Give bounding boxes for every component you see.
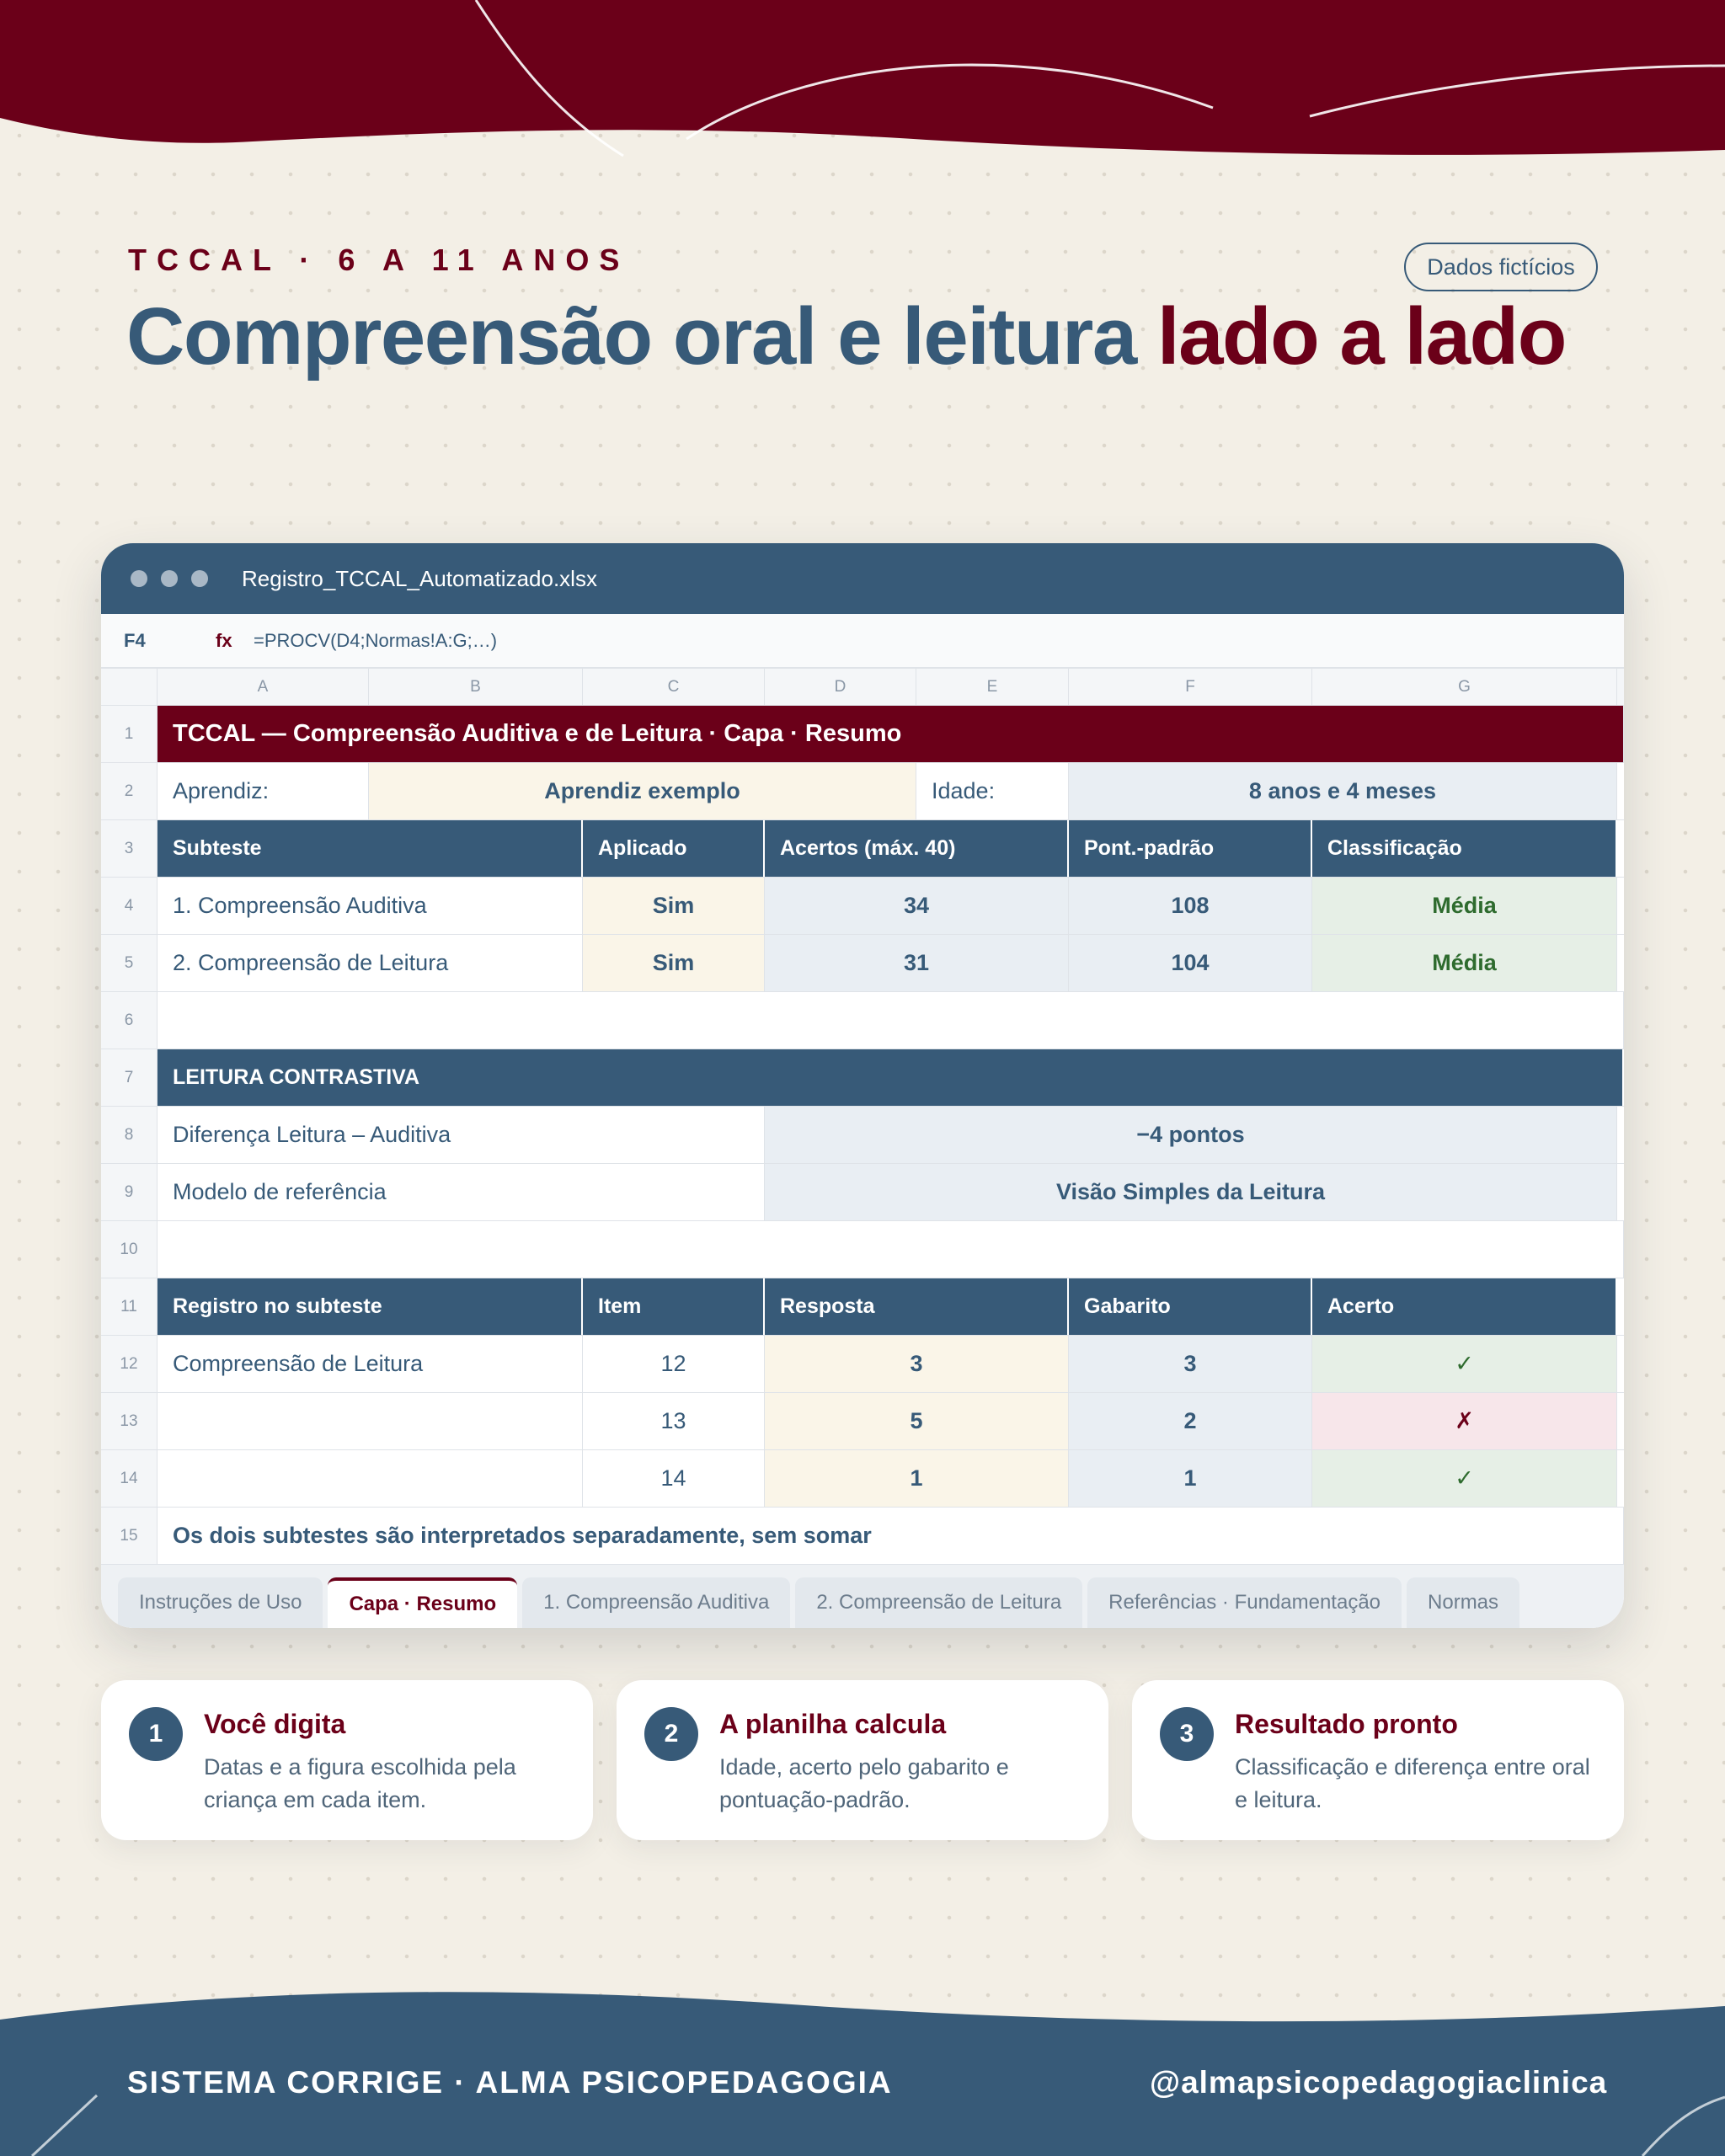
row-number[interactable]: 7 [101, 1049, 158, 1106]
tab-normas[interactable]: Normas [1407, 1577, 1519, 1628]
step-title: A planilha calcula [719, 1709, 947, 1739]
sheet-row-1 [101, 706, 1624, 763]
column-header-b[interactable]: B [369, 669, 583, 705]
row-number[interactable]: 5 [101, 935, 158, 991]
hit-cell[interactable]: ✓ [1312, 1450, 1617, 1507]
header-cell-key[interactable]: Gabarito [1069, 1278, 1312, 1335]
answer-cell[interactable]: 5 [765, 1393, 1069, 1449]
hit-cell[interactable]: ✓ [1312, 1336, 1617, 1392]
column-header-e[interactable]: E [916, 669, 1069, 705]
standard-score-cell[interactable]: 104 [1069, 935, 1312, 991]
standard-score-cell[interactable]: 108 [1069, 878, 1312, 934]
tab-instrucoes[interactable]: Instruções de Uso [118, 1577, 323, 1628]
window-filename: Registro_TCCAL_Automatizado.xlsx [242, 565, 597, 591]
top-wave-decoration [0, 0, 1725, 168]
header-cell-standard[interactable]: Pont.-padrão [1069, 820, 1312, 877]
column-header-c[interactable]: C [583, 669, 765, 705]
step-cards [101, 1680, 1624, 1840]
subtest-cell[interactable]: 1. Compreensão Auditiva [158, 878, 583, 934]
key-cell[interactable]: 3 [1069, 1336, 1312, 1392]
sheet-row-2 [101, 763, 1624, 820]
sheet-row-11 [101, 1278, 1624, 1336]
applied-cell[interactable]: Sim [583, 878, 765, 934]
row-number[interactable]: 12 [101, 1336, 158, 1392]
formula-bar[interactable] [101, 614, 1624, 669]
cell-reference[interactable]: F4 [124, 629, 146, 651]
kicker-text: TCCAL · 6 A 11 ANOS [128, 243, 630, 277]
sheet-row-8 [101, 1107, 1624, 1164]
row-number[interactable]: 9 [101, 1164, 158, 1220]
sheet-row-12 [101, 1336, 1624, 1393]
tab-capa-resumo[interactable]: Capa · Resumo [328, 1577, 517, 1628]
classification-cell[interactable]: Média [1312, 935, 1617, 991]
row-number[interactable]: 13 [101, 1393, 158, 1449]
column-header-f[interactable]: F [1069, 669, 1312, 705]
row-number[interactable]: 14 [101, 1450, 158, 1507]
step-text: Classificação e diferença entre oral e leitura. [1235, 1754, 1590, 1812]
header-cell-correct[interactable]: Acertos (máx. 40) [765, 820, 1069, 877]
record-subtest-cell[interactable]: Compreensão de Leitura [158, 1336, 583, 1392]
applied-cell[interactable]: Sim [583, 935, 765, 991]
row-number[interactable]: 10 [101, 1221, 158, 1278]
step-card-1 [101, 1680, 593, 1840]
model-value-cell[interactable]: Visão Simples da Leitura [765, 1164, 1617, 1220]
footer-brand: SISTEMA CORRIGE · ALMA PSICOPEDAGOGIA [127, 2065, 893, 2100]
row-number[interactable]: 11 [101, 1278, 158, 1335]
tab-compreensao-leitura[interactable]: 2. Compreensão de Leitura [795, 1577, 1082, 1628]
header-cell-answer[interactable]: Resposta [765, 1278, 1069, 1335]
empty-cell[interactable] [158, 992, 1624, 1049]
record-subtest-cell[interactable] [158, 1393, 583, 1449]
fx-icon: fx [216, 629, 232, 651]
step-number-badge: 2 [644, 1707, 698, 1761]
corner-cell[interactable] [101, 669, 158, 705]
column-header-g[interactable]: G [1312, 669, 1617, 705]
title-main: Compreensão oral e leitura [126, 291, 1157, 382]
miss-cell[interactable]: ✗ [1312, 1393, 1617, 1449]
fictitious-data-badge: Dados fictícios [1404, 243, 1598, 291]
sheet-tabs [101, 1565, 1624, 1628]
sheet-row-10 [101, 1221, 1624, 1278]
formula-input[interactable]: =PROCV(D4;Normas!A:G;…) [254, 629, 498, 651]
sheet-grid [101, 669, 1624, 1565]
row-number[interactable]: 1 [101, 706, 158, 762]
sheet-row-9 [101, 1164, 1624, 1221]
learner-label-cell[interactable]: Aprendiz: [158, 763, 369, 819]
row-number[interactable]: 8 [101, 1107, 158, 1163]
row-number[interactable]: 4 [101, 878, 158, 934]
note-cell[interactable]: Os dois subtestes são interpretados separadamente, sem somar [158, 1508, 1624, 1564]
header-cell-record[interactable]: Registro no subteste [158, 1278, 583, 1335]
header-cell-classification[interactable]: Classificação [1312, 820, 1617, 877]
classification-cell[interactable]: Média [1312, 878, 1617, 934]
window-titlebar [101, 543, 1624, 614]
sheet-row-13 [101, 1393, 1624, 1450]
model-label-cell[interactable]: Modelo de referência [158, 1164, 765, 1220]
tab-referencias[interactable]: Referências · Fundamentação [1087, 1577, 1402, 1628]
row-number[interactable]: 3 [101, 820, 158, 877]
answer-cell[interactable]: 1 [765, 1450, 1069, 1507]
step-number-badge: 3 [1160, 1707, 1214, 1761]
step-text: Idade, acerto pelo gabarito e pontuação-padrão. [719, 1754, 1009, 1812]
step-title: Resultado pronto [1235, 1709, 1458, 1739]
correct-cell[interactable]: 34 [765, 878, 1069, 934]
column-header-a[interactable]: A [158, 669, 369, 705]
title-accent: lado a lado [1156, 291, 1566, 382]
empty-cell[interactable] [158, 1221, 1624, 1278]
sheet-row-3 [101, 820, 1624, 878]
row-number[interactable]: 15 [101, 1508, 158, 1564]
key-cell[interactable]: 2 [1069, 1393, 1312, 1449]
sheet-row-15 [101, 1508, 1624, 1565]
header-cell-item[interactable]: Item [583, 1278, 765, 1335]
sheet-rows [101, 706, 1624, 1565]
answer-cell[interactable]: 3 [765, 1336, 1069, 1392]
sheet-row-6 [101, 992, 1624, 1049]
step-card-3 [1132, 1680, 1624, 1840]
window-minimize-icon[interactable] [161, 570, 178, 587]
contrast-header-cell[interactable]: LEITURA CONTRASTIVA [158, 1049, 1624, 1106]
item-cell[interactable]: 13 [583, 1393, 765, 1449]
banner-cell[interactable]: TCCAL — Compreensão Auditiva e de Leitura · Capa · Resumo [158, 706, 1624, 762]
difference-label-cell[interactable]: Diferença Leitura – Auditiva [158, 1107, 765, 1163]
step-title: Você digita [204, 1709, 346, 1739]
sheet-row-7 [101, 1049, 1624, 1107]
spreadsheet-window [101, 543, 1624, 1628]
column-header-row [101, 669, 1624, 706]
age-label-cell[interactable]: Idade: [916, 763, 1069, 819]
age-value-cell[interactable]: 8 anos e 4 meses [1069, 763, 1617, 819]
item-cell[interactable]: 14 [583, 1450, 765, 1507]
learner-value-cell[interactable]: Aprendiz exemplo [369, 763, 916, 819]
row-number[interactable]: 6 [101, 992, 158, 1049]
footer-handle: @almapsicopedagogiaclinica [1150, 2065, 1608, 2100]
header-cell-applied[interactable]: Aplicado [583, 820, 765, 877]
window-maximize-icon[interactable] [191, 570, 208, 587]
key-cell[interactable]: 1 [1069, 1450, 1312, 1507]
item-cell[interactable]: 12 [583, 1336, 765, 1392]
subtest-cell[interactable]: 2. Compreensão de Leitura [158, 935, 583, 991]
sheet-row-14 [101, 1450, 1624, 1508]
difference-value-cell[interactable]: −4 pontos [765, 1107, 1617, 1163]
window-close-icon[interactable] [131, 570, 147, 587]
header-cell-subtest[interactable]: Subteste [158, 820, 583, 877]
correct-cell[interactable]: 31 [765, 935, 1069, 991]
step-number-badge: 1 [129, 1707, 183, 1761]
tab-compreensao-auditiva[interactable]: 1. Compreensão Auditiva [522, 1577, 790, 1628]
step-text: Datas e a figura escolhida pela criança em cada item. [204, 1754, 516, 1812]
sheet-row-5 [101, 935, 1624, 992]
record-subtest-cell[interactable] [158, 1450, 583, 1507]
header-cell-hit[interactable]: Acerto [1312, 1278, 1617, 1335]
row-number[interactable]: 2 [101, 763, 158, 819]
column-header-d[interactable]: D [765, 669, 916, 705]
page-title [126, 291, 1566, 383]
sheet-row-4 [101, 878, 1624, 935]
step-card-2 [617, 1680, 1108, 1840]
